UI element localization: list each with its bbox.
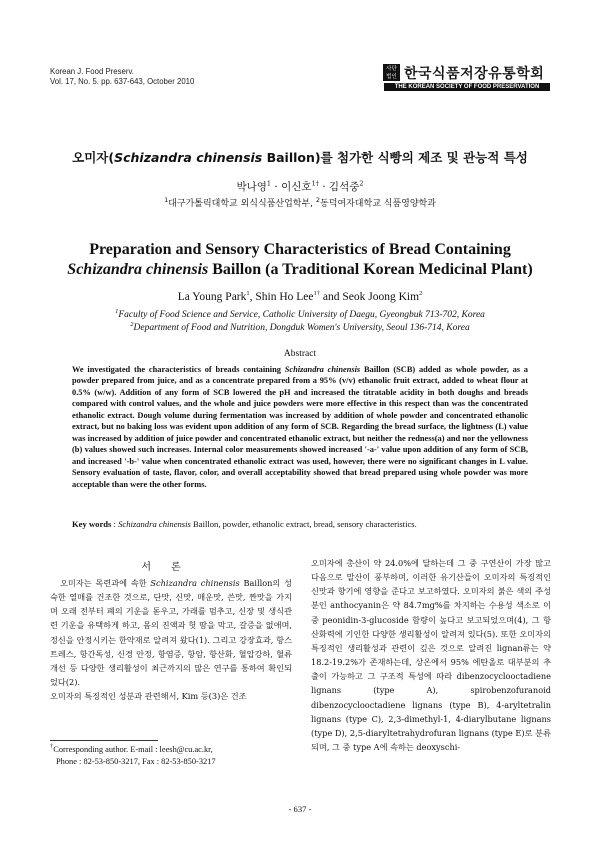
journal-citation	[50, 67, 194, 86]
korean-title	[0, 148, 600, 166]
separator: ·	[318, 181, 329, 193]
keywords	[72, 519, 532, 529]
intro-text-part: Baillon의 성숙한 열매를 건조한 것으로, 단맛, 신맛, 매운맛, 쓴맛, 짠맛을 가지며 오래 전부터 폐의 기운을 돋우고, 가래를 멈추고, 신장 및 생식관련 기운을 유택하게 하고, 몸의 진액과 헛 땀을 막고, 갈증을 없애며, 정신을 안정시키는 한약재로 알려져 왔다(1). 그리고 강장효과, 항스트레스, 항간독성, 신경 안정, 항염증, 항암, 항산화, 혈압강하, 혈류개선 등 다양한 생리활성이 최근까지의 많은 연구를 통하여 확인되었다(2).	[50, 578, 293, 688]
intro-left-column	[50, 576, 292, 703]
affil-sup: 2	[130, 320, 134, 328]
english-author: Seok Joong Kim	[342, 291, 420, 303]
affil-sup: 1	[164, 196, 169, 204]
intro-species: Schizandra chinensis	[150, 578, 240, 588]
introduction-heading: 서론	[141, 562, 201, 573]
english-affiliation: Faculty of Food Science and Service, Catholic University of Daegu, Gyeongbuk 713-702, Korea	[118, 310, 485, 320]
author-sup: 2	[359, 179, 364, 188]
author-sup: 1	[266, 179, 272, 188]
corresponding-author: Corresponding author. E-mail : leesh@cu.ac.kr,	[53, 745, 213, 754]
separator: and	[320, 291, 343, 303]
abstract-part: We investigated the characteristics of breads containing	[72, 365, 285, 374]
separator: :	[111, 519, 119, 529]
author-sup: 1†	[311, 179, 319, 188]
journal-name: Korean J. Food Preserv.	[50, 67, 134, 76]
english-affiliation-1	[0, 309, 600, 322]
abstract-part: Baillon (SCB) added as whole powder, as a powder prepared from juice, and as a concentrate prepared from a 95% (v/v) ethanolic fruit extract, added to wheat flour at 0.5% (w/w). Addition of any form of SCB lowered the pH and increased the titratable acidity in both doughs and breads compared with control values, and the whole and juice powders were more effective in this respect than was the concentrated ethanolic extract. Dough volume during fermentation was increased by addition of whole powder and concentrated ethanolic extract, but no baking loss was evident upon addition of any form of SCB. Regarding the bread surface, the lightness (L) value was increased by addition of juice powder and concentrated ethanolic extract, but neither the redness(a) and nor the yellowness (b) values showed such increases. Internal color measurements showed increased '-a-' value upon addition of any form of SCB, and increased '-b-' value when concentrated ethanolic extract was used, however, there were no significant changes in L value. Sensory evaluation of taste, flavor, color, and overall acceptability showed that bread prepared using whole powder was more acceptable than were the other forms.	[72, 365, 528, 489]
english-author: Shin Ho Lee	[255, 291, 314, 303]
footnote-line-1	[50, 744, 300, 756]
english-authors	[0, 291, 600, 303]
affil-sup: 2	[315, 196, 321, 204]
footnote-line-2: Phone : 82-53-850-3217, Fax : 82-53-850-3217	[56, 757, 216, 766]
abstract-heading: Abstract	[283, 349, 317, 359]
english-title	[0, 240, 600, 280]
english-affiliations	[0, 309, 600, 334]
abstract-species: Schizandra chinensis	[284, 365, 361, 374]
society-english-name: THE KOREAN SOCIETY OF FOOD PRESERVATION	[384, 83, 550, 91]
society-logo	[383, 63, 550, 93]
korean-author: 이신호	[281, 181, 312, 193]
english-author: La Young Park	[177, 291, 247, 303]
english-title-species: Schizandra chinensis	[67, 261, 209, 278]
author-sup: 1†	[313, 290, 321, 298]
separator: ·	[271, 181, 282, 193]
footnote	[50, 744, 300, 768]
english-title-line: Preparation and Sensory Characteristics of Bread Containing	[89, 241, 511, 258]
korean-authors	[0, 179, 600, 194]
abstract-text	[72, 364, 528, 490]
intro-right-column: 오미자에 총산이 약 24.0%에 달하는데 그 중 구연산이 가장 많고 다음으로 말산이 풍부하며, 이러한 유기산들이 오미자의 특징적인 신맛과 향기에 영향을 준다고 보고하였다. 오미자의 붉은 색의 주성분인 anthocyanin은 약 84.7mg%를 차지하는 수용성 색소로 이 중 peonidin-3-glucoside 함량이 높다고 보고되었으며(4), 그 항산화력에 기인한 다양한 생리활성이 알려져 있다(5). 또한 오미자의 특징적인 생리활성과 관련이 깊은 것으로 알려진 lignan류는 약 18.2-19.2%가 존재하는데, 상온에서 95% 에탄올로 대부분의 추출이 가능하고 그 구조적 특성에 따라 dibenzocyclooctadiene lignans (type A), spirobenzofuranoid dibenzocyclooctadiene lignans (type B), 4-aryltetralin lignans (type C), 2,3-dimethyl-1, 4-diarylbutane lignans (type D), 2,5-diaryltetrahydrofuran lignans (type E)로 분류되며, 그 중 type A에 속하는 deoxyschi-	[311, 558, 551, 753]
english-affiliation-2	[0, 322, 600, 335]
affil-sup: 1	[115, 307, 119, 315]
english-title-line	[0, 260, 600, 280]
keywords-label: Key words	[72, 519, 112, 529]
english-title-part: Baillon (a Traditional Korean Medicinal Plant)	[208, 261, 533, 278]
society-badge: 사단 법인	[383, 64, 400, 81]
korean-affiliations	[0, 196, 600, 209]
journal-issue: Vol. 17, No. 5. pp. 637-643, October 2010	[50, 76, 195, 86]
author-sup: 1	[246, 290, 250, 298]
author-sup: 2	[419, 290, 423, 298]
english-affiliation: Department of Food and Nutrition, Dongduk Women's University, Seoul 136-714, Korea	[133, 322, 470, 333]
keywords-species: Schizandra chinensis	[118, 519, 191, 529]
korean-author: 박나영	[236, 181, 267, 193]
korean-title-part: 오미자(	[72, 150, 115, 165]
page-number: - 637 -	[288, 804, 312, 814]
separator: ,	[249, 291, 256, 303]
korean-affiliation: 대구가톨릭대학교 외식식품산업학부,	[168, 199, 316, 209]
korean-title-species: Schizandra chinensis	[114, 150, 263, 165]
keywords-list: Baillon, powder, ethanolic extract, bread, sensory characteristics.	[190, 519, 417, 529]
dagger-mark: †	[50, 743, 54, 751]
society-korean-name: 한국식품저장유통학회	[404, 66, 545, 82]
korean-affiliation: 동덕여자대학교 식품영양학과	[320, 199, 436, 209]
korean-author: 김석중	[328, 181, 360, 193]
intro-text-part: 오미자의 특징적인 성분과 관련해서, Kim 등(3)은 건조	[50, 691, 247, 702]
footnote-rule	[50, 740, 158, 741]
korean-title-part: Baillon)를 첨가한 식빵의 제조 및 관능적 특성	[262, 150, 528, 165]
intro-text-part: 오미자는 목련과에 속한	[60, 578, 151, 588]
